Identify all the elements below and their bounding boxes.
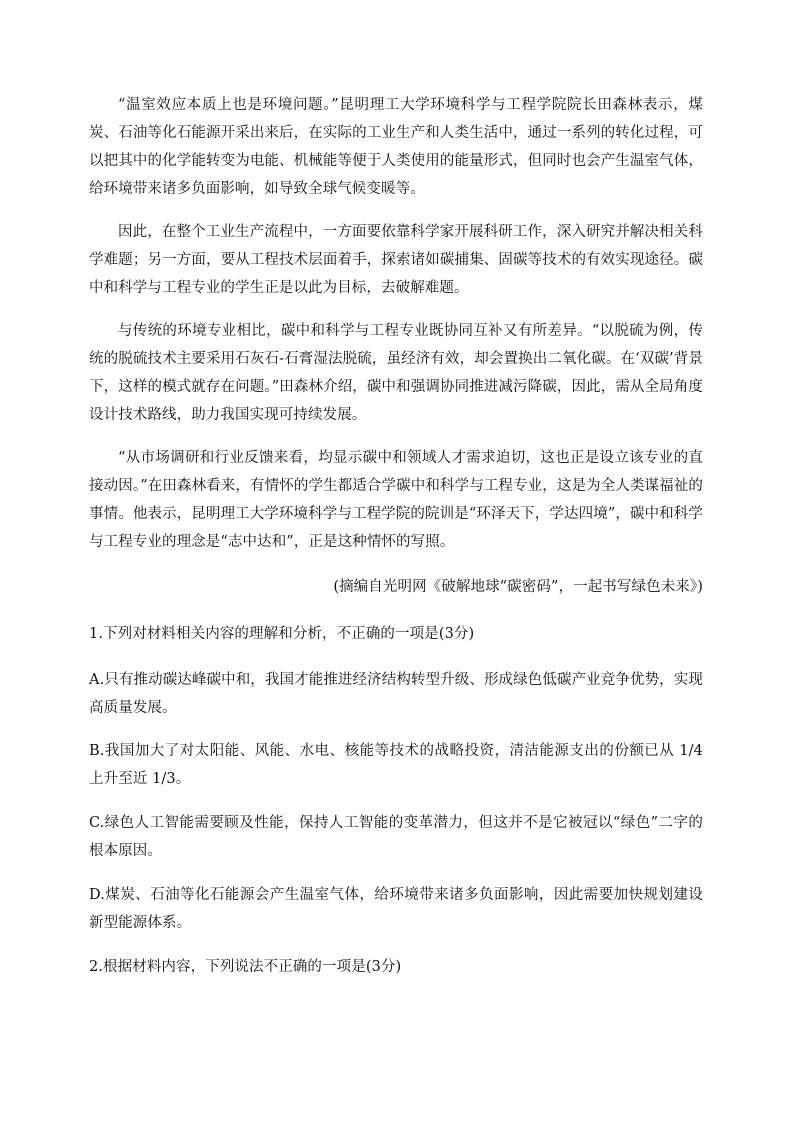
question-1-option-b: B.我国加大了对太阳能、风能、水电、核能等技术的战略投资，清洁能源支出的份额已从 1/4 上升至近 1/3。	[89, 743, 703, 787]
article-paragraph-1: “温室效应本质上也是环境问题。”昆明理工大学环境科学与工程学院院长田森林表示，煤炭、石油等化石能源开采出来后，在实际的工业生产和人类生活中，通过一系列的转化过程，可以把其中的化学能转变为电能、机械能等便于人类使用的能量形式，但同时也会产生温室气体，给环境带来诸多负面影响，如导致全球气候变暖等。	[89, 97, 703, 197]
question-1-option-d: D.煤炭、石油等化石能源会产生温室气体，给环境带来诸多负面影响，因此需要加快规划建设新型能源体系。	[89, 887, 703, 931]
question-2-stem: 2.根据材料内容，下列说法不正确的一项是(3分)	[89, 959, 402, 975]
question-1-option-c: C.绿色人工智能需要顾及性能，保持人工智能的变革潜力，但这并不是它被冠以“绿色”二字的根本原因。	[89, 815, 703, 859]
question-1-option-a: A.只有推动碳达峰碳中和，我国才能推进经济结构转型升级、形成绿色低碳产业竞争优势，实现高质量发展。	[89, 672, 703, 716]
article-source: (摘编自光明网《破解地球“碳密码”，一起书写绿色未来》)	[333, 579, 703, 595]
article-paragraph-2: 因此，在整个工业生产流程中，一方面要依靠科学家开展科研工作，深入研究并解决相关科学难题；另一方面，要从工程技术层面着手，探索诸如碳捕集、固碳等技术的有效实现途径。碳中和科学与工程专业的学生正是以此为目标，去破解难题。	[89, 224, 703, 296]
question-1-stem: 1.下列对材料相关内容的理解和分析，不正确的一项是(3分)	[89, 626, 475, 642]
article-paragraph-4: “从市场调研和行业反馈来看，均显示碳中和领域人才需求迫切，这也正是设立该专业的直接动因。”在田森林看来，有情怀的学生都适合学碳中和科学与工程专业，这是为全人类谋福祉的事情。他表示，昆明理工大学环境科学与工程学院的院训是“环泽天下，学达四境”，碳中和科学与工程专业的理念是“志中达和”，正是这种情怀的写照。	[89, 450, 703, 550]
article-paragraph-3: 与传统的环境专业相比，碳中和科学与工程专业既协同互补又有所差异。“以脱硫为例，传统的脱硫技术主要采用石灰石-石膏湿法脱硫，虽经济有效，却会置换出二氧化碳。在‘双碳’背景下，这样的模式就存在问题。”田森林介绍，碳中和强调协同推进减污降碳，因此，需从全局角度设计技术路线，助力我国实现可持续发展。	[89, 323, 703, 423]
